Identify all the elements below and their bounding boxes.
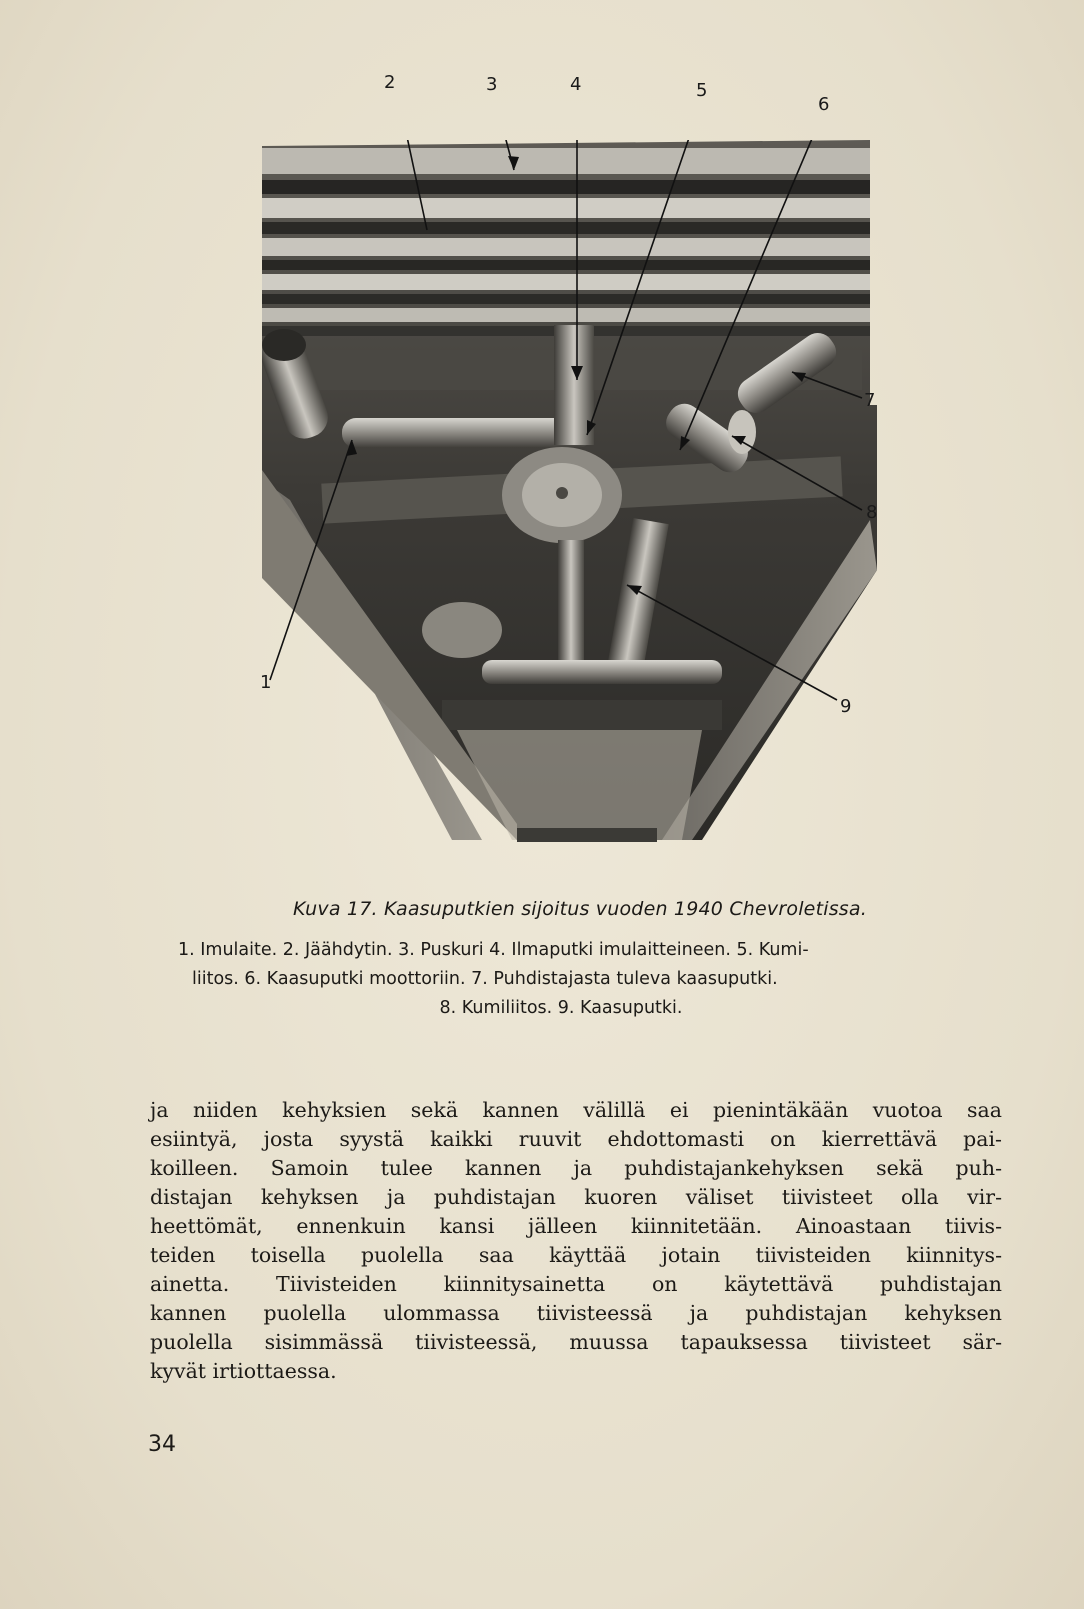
legend-line: 8. Kumiliitos. 9. Kaasuputki.	[439, 998, 683, 1018]
body-line: kyvät irtiottaessa.	[150, 1359, 337, 1383]
callout-9: 9	[840, 696, 852, 717]
legend-line: 1. Imulaite. 2. Jäähdytin. 3. Puskuri 4. Ilmaputki imulaitteineen. 5. Kumi-	[178, 940, 809, 960]
body-line: koilleen. Samoin tulee kannen ja puhdistajankehyksen sekä puh-	[150, 1156, 1002, 1180]
body-line: teiden toisella puolella saa käyttää jotain tiivisteiden kiinnitys-	[150, 1243, 1002, 1267]
figure-photograph	[260, 72, 894, 875]
figure-caption-title: Kuva 17. Kaasuputkien sijoitus vuoden 1940 Chevroletissa.	[293, 898, 867, 920]
body-line: esiintyä, josta syystä kaikki ruuvit ehdottomasti on kierrettävä pai-	[150, 1127, 1002, 1151]
body-line: heettömät, ennenkuin kansi jälleen kiinnitetään. Ainoastaan tiivis-	[150, 1214, 1002, 1238]
body-line: puolella sisimmässä tiivisteessä, muussa tapauksessa tiivisteet sär-	[150, 1330, 1002, 1354]
body-line: ainetta. Tiivisteiden kiinnitysainetta on käytettävä puhdistajan	[150, 1272, 1002, 1296]
callout-7: 7	[864, 390, 876, 411]
callout-8: 8	[866, 502, 878, 523]
body-text	[150, 1096, 1002, 1386]
callout-5: 5	[696, 80, 708, 101]
callout-1: 1	[260, 672, 272, 693]
callout-3: 3	[486, 74, 498, 95]
underside-photo	[262, 140, 894, 875]
body-line: kannen puolella ulommassa tiivisteessä ja puhdistajan kehyksen	[150, 1301, 1002, 1325]
callout-6: 6	[818, 94, 830, 115]
legend-line: liitos. 6. Kaasuputki moottoriin. 7. Puhdistajasta tuleva kaasuputki.	[192, 969, 778, 989]
page-number: 34	[148, 1432, 176, 1457]
body-line: distajan kehyksen ja puhdistajan kuoren väliset tiivisteet olla vir-	[150, 1185, 1002, 1209]
figure-legend	[178, 936, 1004, 1023]
callout-2: 2	[384, 72, 396, 93]
body-line: ja niiden kehyksien sekä kannen välillä ei pienintäkään vuotoa saa	[150, 1098, 1002, 1122]
callout-4: 4	[570, 74, 582, 95]
